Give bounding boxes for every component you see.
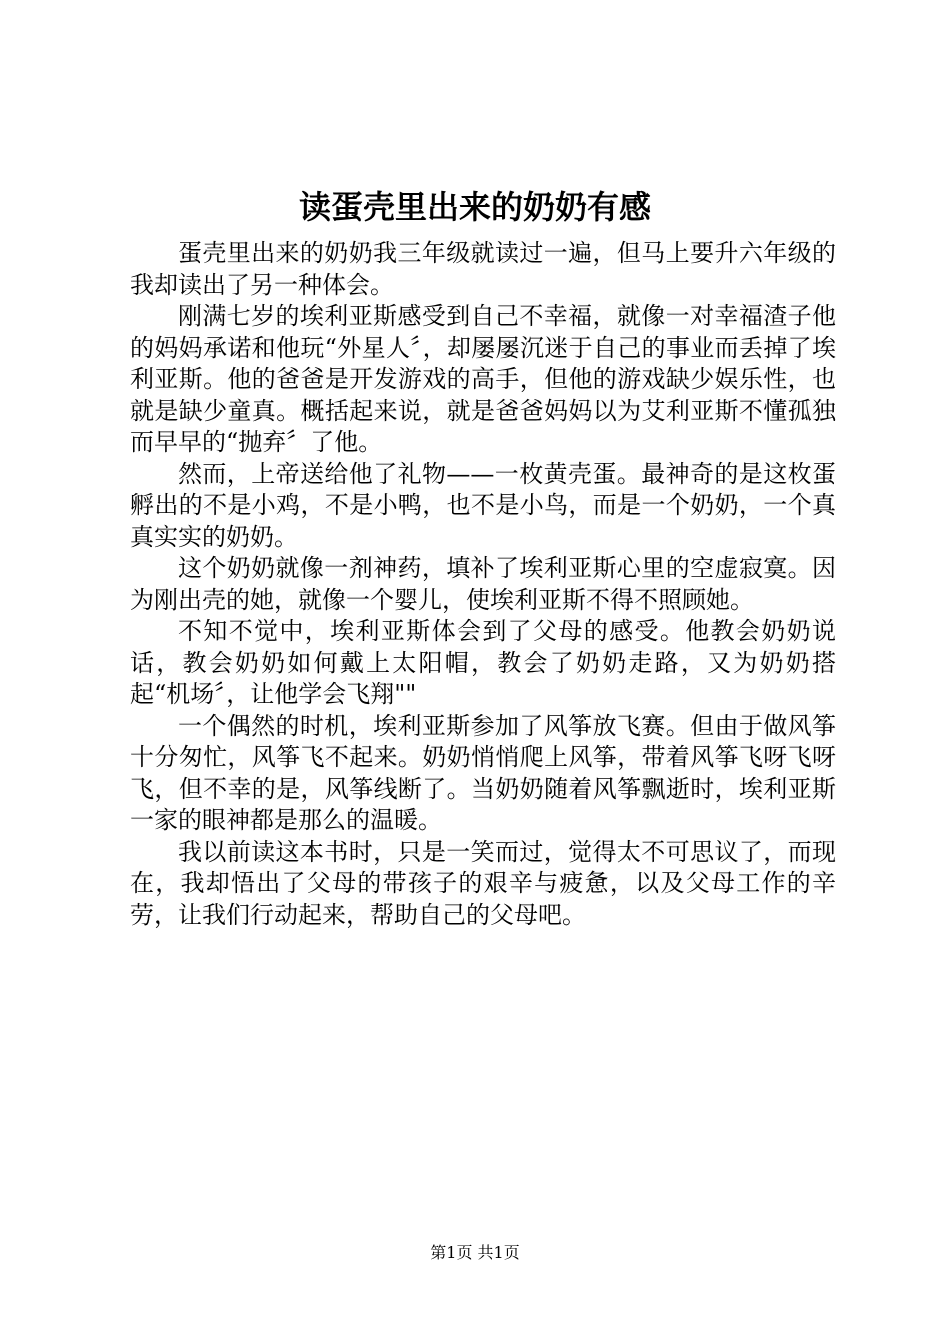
paragraph-2: 刚满七岁的埃利亚斯感受到自己不幸福，就像一对幸福渣子他的妈妈承诺和他玩“外星人〞，却屡屡沉迷于自己的事业而丢掉了埃利亚斯。他的爸爸是开发游戏的高手，但他的游戏缺少娱乐性，也就是缺少童真。概括起来说，就是爸爸妈妈以为艾利亚斯不懂孤独而早早的“抛弃〞了他。: [130, 302, 836, 456]
paragraph-6: 一个偶然的时机，埃利亚斯参加了风筝放飞赛。但由于做风筝十分匆忙，风筝飞不起来。奶奶悄悄爬上风筝，带着风筝飞呀飞呀飞，但不幸的是，风筝线断了。当奶奶随着风筝飘逝时，埃利亚斯一家的眼神都是那么的温暖。: [130, 711, 836, 834]
paragraph-3: 然而，上帝送给他了礼物——一枚黄壳蛋。最神奇的是这枚蛋孵出的不是小鸡，不是小鸭，也不是小鸟，而是一个奶奶，一个真真实实的奶奶。: [130, 459, 836, 551]
paragraph-5: 不知不觉中，埃利亚斯体会到了父母的感受。他教会奶奶说话，教会奶奶如何戴上太阳帽，教会了奶奶走路，又为奶奶搭起“机场〞，让他学会飞翔"": [130, 617, 836, 708]
paragraph-4: 这个奶奶就像一剂神药，填补了埃利亚斯心里的空虚寂寞。因为刚出壳的她，就像一个婴儿，使埃利亚斯不得不照顾她。: [130, 554, 836, 614]
paragraph-1: 蛋壳里出来的奶奶我三年级就读过一遍，但马上要升六年级的我却读出了另一种体会。: [130, 239, 836, 299]
document-title: 读蛋壳里出来的奶奶有感: [298, 188, 651, 226]
page-footer: 第1页 共1页: [430, 1243, 520, 1262]
document-body: [130, 238, 836, 931]
paragraph-7: 我以前读这本书时，只是一笑而过，觉得太不可思议了，而现在，我却悟出了父母的带孩子的艰辛与疲惫，以及父母工作的辛劳，让我们行动起来，帮助自己的父母吧。: [130, 837, 836, 929]
